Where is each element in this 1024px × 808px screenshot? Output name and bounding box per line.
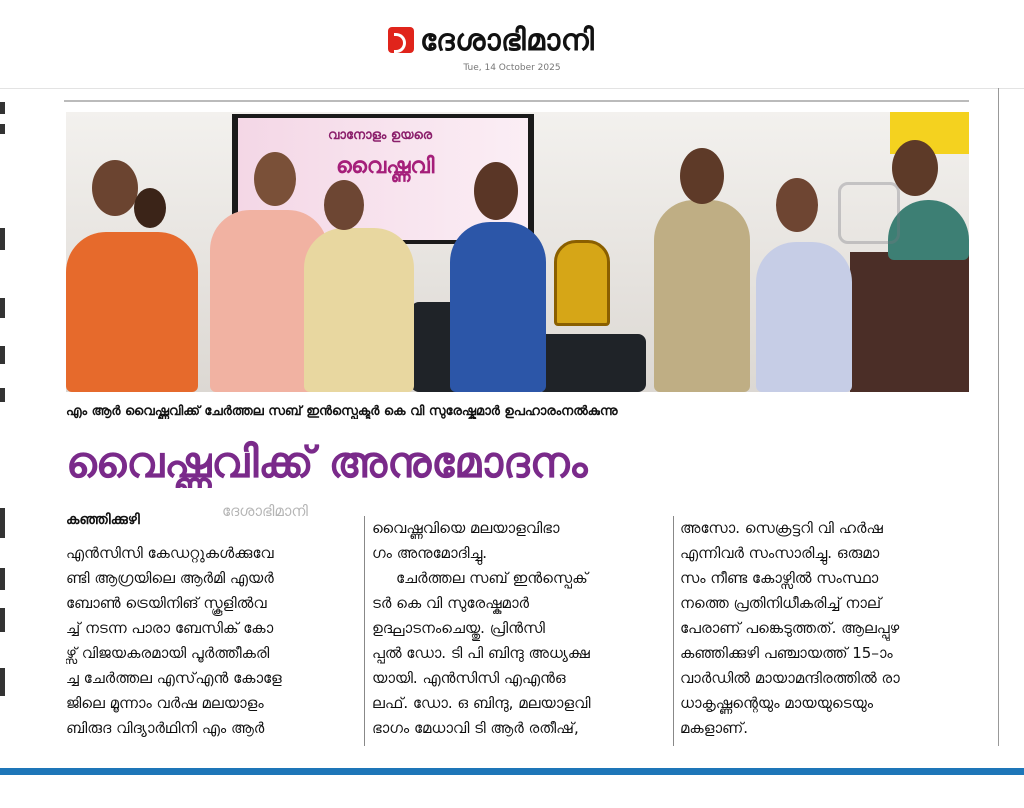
article-headline: വൈഷ്ണവിക്ക് അനുമോദനം — [66, 438, 588, 488]
logo-text: ദേശാഭിമാനി — [420, 22, 595, 58]
photo-caption: എം ആർ വൈഷ്ണവിക്ക് ചേർത്തല സബ് ഇൻസ്പെക്ടർ കെ വി സുരേഷ്കുമാർ ഉപഹാരംനൽകുന്നു — [66, 404, 618, 419]
person-head — [324, 180, 364, 230]
article-column-3 — [680, 516, 970, 741]
article-column-1 — [66, 541, 356, 741]
text-line: എന്നിവർ സംസാരിച്ചു. ഒരുമാ — [680, 544, 880, 562]
column-divider — [998, 88, 999, 746]
person-head — [92, 160, 138, 216]
person — [66, 232, 198, 392]
text-line: ച്ച ചേർത്തല എസ്എൻ കോളേ — [66, 669, 282, 687]
person — [450, 222, 546, 392]
watermark-text: ദേശാഭിമാനി — [222, 502, 308, 520]
column-separator — [364, 516, 365, 746]
banner-heading: വാനോളം ഉയരെ — [328, 128, 433, 143]
text-line: ലഫ്. ഡോ. ഒ ബിന്ദു, മലയാളവി — [372, 694, 591, 712]
site-logo[interactable] — [388, 20, 594, 60]
watermark-icon — [838, 182, 900, 244]
logo-icon — [388, 27, 414, 53]
text-line: ധാകൃഷ്ണന്റെയും മായയുടെയും — [680, 694, 874, 712]
text-line: ബിരുദ വിദ്യാർഥിനി എം ആർ — [66, 719, 265, 737]
text-line: മകളാണ്. — [680, 719, 749, 737]
edition-date: Tue, 14 October 2025 — [463, 63, 561, 73]
text-line: വാർഡിൽ മായാമന്ദിരത്തിൽ രാ — [680, 669, 900, 687]
dateline: കഞ്ഞിക്കുഴി — [66, 512, 140, 528]
text-line: നത്തെ പ്രതിനിധീകരിച്ച് നാല് — [680, 594, 882, 612]
text-line: ചേർത്തല സബ് ഇൻസ്പെക് — [396, 569, 588, 587]
text-line: ച്ച് നടന്ന പാരാ ബേസിക് കോ — [66, 619, 274, 637]
text-line: ടർ കെ വി സുരേഷ്കുമാർ — [372, 594, 530, 612]
text-line: വൈഷ്ണവിയെ മലയാളവിഭാ — [372, 519, 560, 537]
text-line: ഭാഗം മേധാവി ടി ആർ രതീഷ്, — [372, 719, 579, 737]
article-column-2 — [372, 516, 668, 741]
text-line: ഉദ്ഘാടനംചെയ്തു. പ്രിൻസി — [372, 619, 545, 637]
text-line: പ്പൽ ഡോ. ടി പി ബിന്ദു അധ്യക്ഷ — [372, 644, 590, 662]
person-head — [474, 162, 518, 220]
text-line: അസോ. സെക്രട്ടറി വി ഹർഷ — [680, 519, 883, 537]
column-separator — [673, 516, 674, 746]
person — [304, 228, 414, 392]
text-line: കഞ്ഞിക്കുഴി പഞ്ചായത്ത് 15–ാം — [680, 644, 893, 662]
section-rule — [0, 768, 1024, 775]
chair — [536, 334, 646, 392]
person — [756, 242, 852, 392]
podium — [850, 252, 969, 392]
text-line: പേരാണ് പങ്കെടുത്തത്. ആലപ്പുഴ — [680, 619, 900, 637]
award-plaque — [554, 240, 610, 326]
text-line: ഴ്സ് വിജയകരമായി പൂർത്തീകരി — [66, 644, 270, 662]
text-line: ണ്ടി ആഗ്രയിലെ ആർമി എയർ — [66, 569, 274, 587]
person-head — [776, 178, 818, 232]
person-head — [134, 188, 166, 228]
text-line: ബോൺ ട്രെയിനിങ് സ്കൂളിൽവ — [66, 594, 267, 612]
article-top-rule — [64, 100, 969, 102]
person-head — [680, 148, 724, 204]
news-photo — [66, 112, 969, 392]
person-head — [254, 152, 296, 206]
text-line: സം നീണ്ട കോഴ്സിൽ സംസ്ഥാ — [680, 569, 879, 587]
text-line: ജിലെ മൂന്നാം വർഷ മലയാളം — [66, 694, 264, 712]
adjacent-column-fragment — [0, 88, 14, 748]
masthead — [0, 0, 1024, 89]
text-line: യായി. എൻസിസി എഎൻഒ — [372, 669, 566, 687]
text-line: എൻസിസി കേഡറ്റുകൾക്കുവേ — [66, 544, 274, 562]
person — [654, 200, 750, 392]
banner-name: വൈഷ്ണവി — [336, 154, 435, 179]
text-line: ഗം അനുമോദിച്ചു. — [372, 544, 488, 562]
